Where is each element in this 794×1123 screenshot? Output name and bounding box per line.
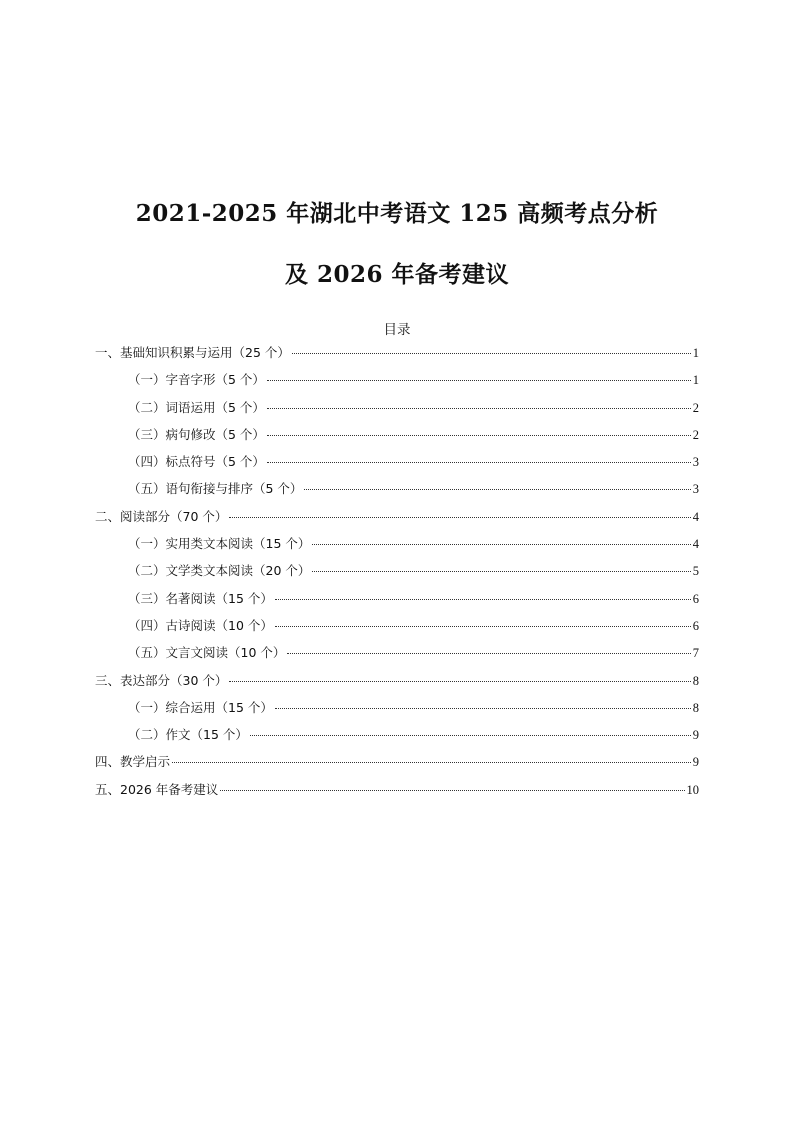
toc-dot-leader — [229, 681, 690, 682]
toc-dot-leader — [267, 408, 691, 409]
document-title-line-1: 2021-2025 年湖北中考语文 125 高频考点分析 — [135, 200, 659, 227]
toc-entry-2-2[interactable] — [95, 561, 699, 588]
toc-entry-1-3[interactable] — [95, 425, 699, 452]
toc-dot-leader — [312, 571, 690, 572]
toc-dot-leader — [312, 544, 690, 545]
toc-entry-label: （一）实用类文本阅读（15 个） — [128, 536, 311, 552]
toc-page-number: 2 — [692, 400, 699, 415]
toc-dot-leader — [275, 626, 691, 627]
toc-entry-1-2[interactable] — [95, 398, 699, 425]
toc-page-number: 1 — [692, 373, 699, 388]
toc-entry-label: （二）文学类文本阅读（20 个） — [128, 563, 311, 579]
toc-dot-leader — [304, 489, 690, 490]
toc-page-number: 8 — [692, 673, 699, 688]
toc-page-number: 8 — [692, 700, 699, 715]
document-title-line-2: 及 2026 年备考建议 — [284, 261, 510, 288]
toc-dot-leader — [229, 517, 690, 518]
toc-entry-2-4[interactable] — [95, 616, 699, 643]
toc-page-number: 6 — [692, 591, 699, 606]
toc-heading: 目录 — [383, 322, 411, 338]
toc-entry-label: （二）作文（15 个） — [128, 727, 248, 743]
toc-entry-2-3[interactable] — [95, 589, 699, 616]
toc-entry-3-2[interactable] — [95, 725, 699, 752]
toc-entry-3[interactable] — [95, 671, 699, 698]
toc-entry-label: （四）标点符号（5 个） — [128, 454, 265, 470]
toc-entry-label: 四、教学启示 — [95, 754, 171, 770]
toc-entry-5[interactable] — [95, 780, 699, 807]
toc-entry-2[interactable] — [95, 507, 699, 534]
toc-page-number: 1 — [692, 346, 699, 360]
toc-page-number: 10 — [686, 782, 699, 797]
toc-entry-label: 三、表达部分（30 个） — [95, 672, 228, 688]
toc-entry-label: （五）文言文阅读（10 个） — [128, 645, 286, 661]
toc-entry-4[interactable] — [95, 752, 699, 779]
table-of-contents — [95, 343, 699, 807]
toc-entry-label: （三）病句修改（5 个） — [128, 426, 265, 442]
toc-entry-1-1[interactable] — [95, 370, 699, 397]
toc-entry-label: 一、基础知识积累与运用（25 个） — [95, 345, 290, 360]
toc-page-number: 9 — [692, 755, 699, 770]
toc-dot-leader — [275, 708, 691, 709]
toc-page-number: 9 — [692, 728, 699, 743]
toc-dot-leader — [220, 790, 684, 791]
toc-entry-label: （四）古诗阅读（10 个） — [128, 617, 273, 633]
toc-dot-leader — [172, 762, 691, 763]
toc-dot-leader — [267, 462, 691, 463]
toc-dot-leader — [287, 653, 690, 654]
toc-page-number: 4 — [692, 537, 699, 552]
toc-entry-1-4[interactable] — [95, 452, 699, 479]
toc-dot-leader — [292, 353, 691, 354]
toc-entry-1[interactable] — [95, 343, 699, 370]
toc-entry-1-5[interactable] — [95, 479, 699, 506]
toc-page-number: 2 — [692, 427, 699, 442]
toc-entry-label: （五）语句衔接与排序（5 个） — [128, 481, 303, 497]
toc-dot-leader — [267, 435, 691, 436]
toc-entry-label: （二）词语运用（5 个） — [128, 399, 265, 415]
toc-dot-leader — [275, 599, 691, 600]
toc-entry-label: （一）字音字形（5 个） — [128, 372, 265, 388]
toc-page-number: 6 — [692, 618, 699, 633]
toc-entry-2-5[interactable] — [95, 643, 699, 670]
toc-page-number: 5 — [692, 564, 699, 579]
toc-entry-label: 五、2026 年备考建议 — [95, 781, 219, 797]
toc-page-number: 7 — [692, 646, 699, 661]
toc-entry-label: （一）综合运用（15 个） — [128, 699, 273, 715]
toc-page-number: 3 — [692, 482, 699, 497]
toc-entry-label: （三）名著阅读（15 个） — [128, 590, 273, 606]
toc-page-number: 4 — [692, 509, 699, 524]
toc-entry-2-1[interactable] — [95, 534, 699, 561]
toc-page-number: 3 — [692, 455, 699, 470]
toc-dot-leader — [250, 735, 691, 736]
toc-entry-label: 二、阅读部分（70 个） — [95, 508, 228, 524]
toc-entry-3-1[interactable] — [95, 698, 699, 725]
toc-dot-leader — [267, 380, 691, 381]
